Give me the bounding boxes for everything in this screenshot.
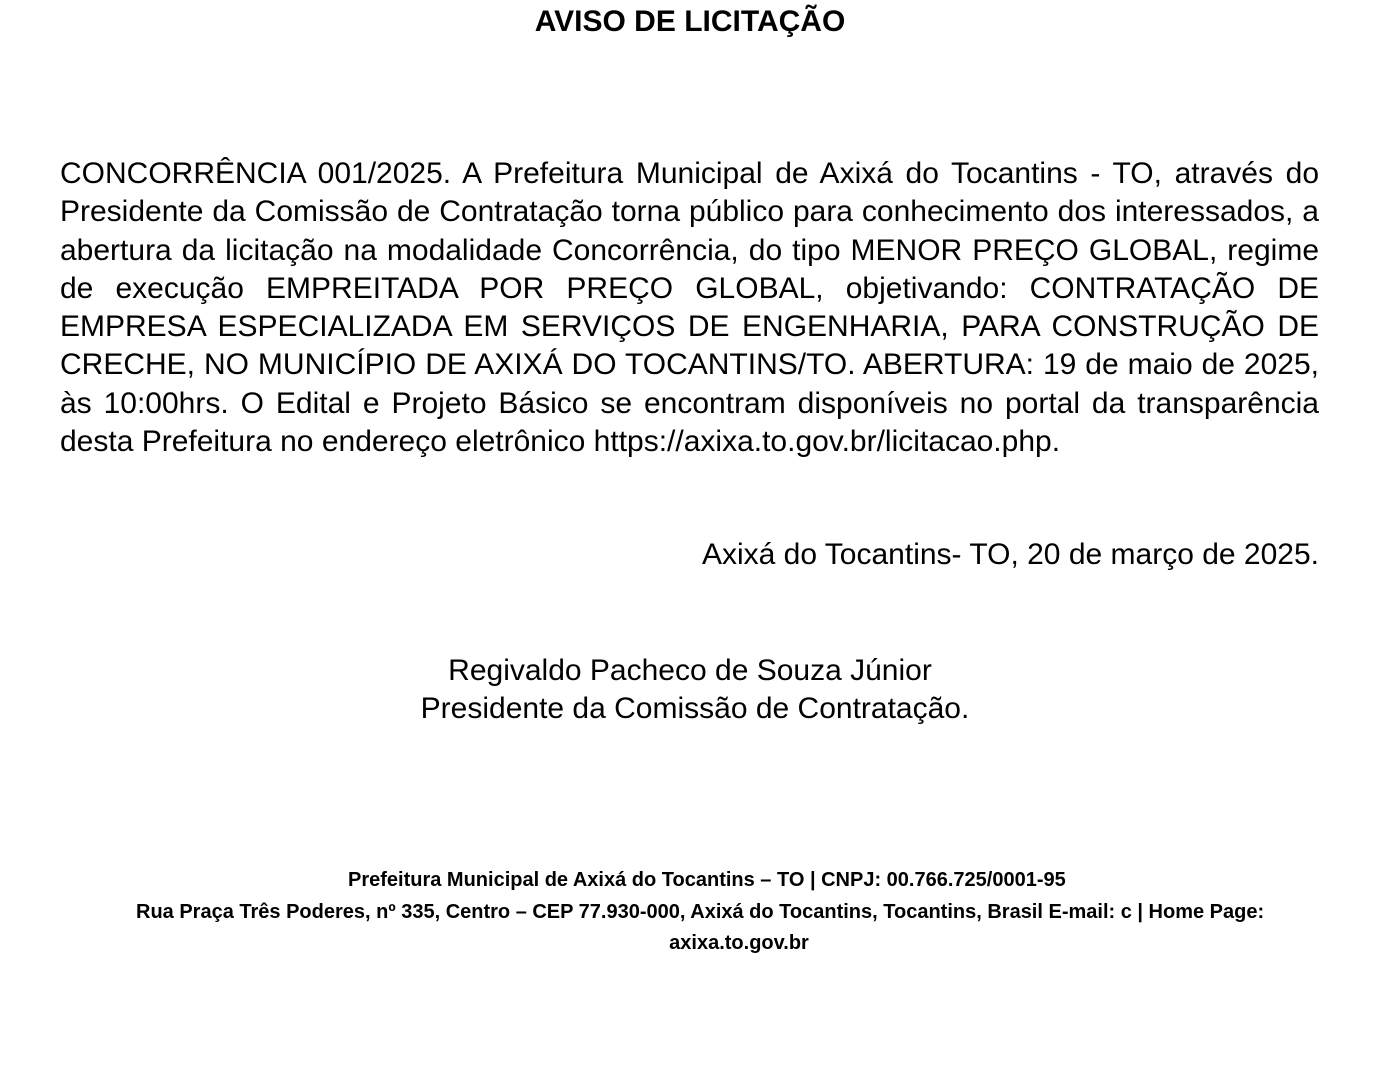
signer-role: Presidente da Comissão de Contratação. (420, 692, 970, 725)
signer-name: Regivaldo Pacheco de Souza Júnior (448, 654, 932, 687)
notice-title: AVISO DE LICITAÇÃO (534, 5, 846, 38)
footer-municipality-line: Prefeitura Municipal de Axixá do Tocantins – TO | CNPJ: 00.766.725/0001-95 (348, 869, 1066, 891)
place-date: Axixá do Tocantins- TO, 20 de março de 2025. (701, 538, 1319, 571)
footer-address-line: Rua Praça Três Poderes, nº 335, Centro – CEP 77.930-000, Axixá do Tocantins, Tocantins, Brasil E-mail: c | Home Page: (136, 901, 1265, 923)
notice-body: CONCORRÊNCIA 001/2025. A Prefeitura Municipal de Axixá do Tocantins - TO, através do Presidente da Comissão de Contratação torna público para conhecimento dos interessados, a abertura da licitação na modalidade Concorrência, do tipo MENOR PREÇO GLOBAL, regime de execução EMPREITADA POR PREÇO GLOBAL, objetivando: CONTRATAÇÃO DE EMPRESA ESPECIALIZADA EM SERVIÇOS DE ENGENHARIA, PARA CONSTRUÇÃO DE CRECHE, NO MUNICÍPIO DE AXIXÁ DO TOCANTINS/TO. ABERTURA: 19 de maio de 2025, às 10:00hrs. O Edital e Projeto Básico se encontram disponíveis no portal da transparência desta Prefeitura no endereço eletrônico https://axixa.to.gov.br/licitacao.php. (60, 157, 1319, 459)
footer-homepage-line: axixa.to.gov.br (669, 932, 809, 954)
